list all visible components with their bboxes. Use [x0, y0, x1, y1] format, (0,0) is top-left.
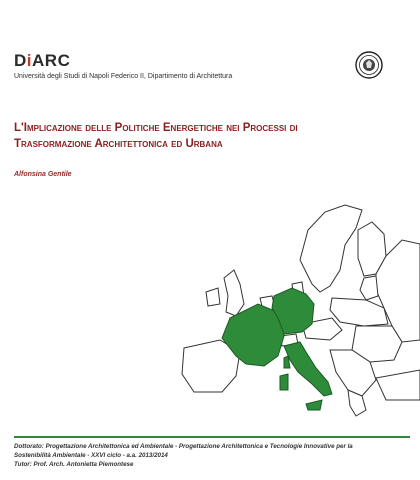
footer-line-1: Dottorato: Progettazione Architettonica ed Ambientale - Progettazione Architettonica e Tecnologie Innovative per la — [14, 443, 353, 450]
affiliation-text: Università degli Studi di Napoli Federico II, Dipartimento di Architettura — [14, 73, 233, 80]
university-seal-icon — [355, 51, 383, 79]
diarc-logo — [14, 52, 70, 69]
title-line-1: L'Implicazione delle Politiche Energetiche nei Processi di — [14, 122, 298, 134]
title-line-2: Trasformazione Architettonica ed Urbana — [14, 138, 223, 150]
footer-text — [14, 442, 410, 469]
logo-accent: i — [26, 51, 33, 70]
footer-rule — [14, 436, 410, 438]
country-italy — [284, 342, 332, 396]
author-name: Alfonsina Gentile — [14, 171, 72, 178]
footer-line-3: Tutor: Prof. Arch. Antonietta Piemontese — [14, 461, 134, 468]
logo-prefix: D — [14, 51, 27, 70]
island-sardinia — [280, 374, 288, 390]
europe-map — [180, 200, 420, 428]
footer-line-2: Sostenibilità Ambientale - XXVI ciclo - a.a. 2013/2014 — [14, 452, 168, 459]
island-sicily — [306, 400, 322, 410]
thesis-title — [14, 120, 404, 152]
logo-suffix: ARC — [32, 51, 71, 70]
